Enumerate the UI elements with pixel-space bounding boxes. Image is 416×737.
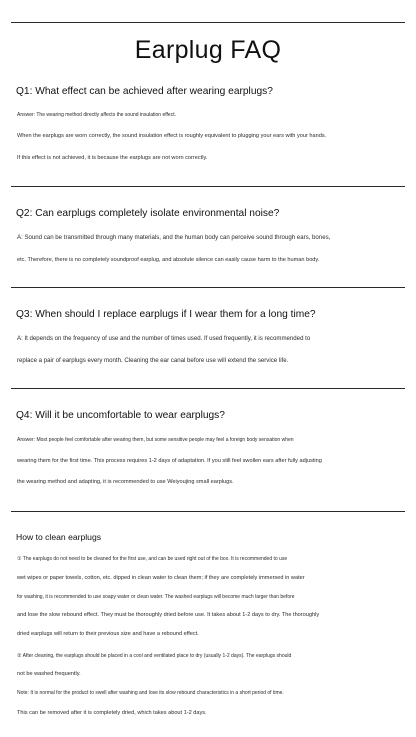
faq-answer-1-line-2: When the earplugs are worn correctly, the sound insulation effect is roughly equivalent to plugging your ears with your hands. bbox=[17, 133, 327, 139]
cleaning-line-6: ② After cleaning, the earplugs should be placed in a cool and ventilated place to dry (usually 1-2 days). The earplugs should bbox=[17, 653, 292, 659]
divider bbox=[11, 511, 405, 512]
divider bbox=[11, 186, 405, 187]
cleaning-line-7: not be washed frequently. bbox=[17, 671, 81, 677]
top-divider bbox=[11, 22, 405, 23]
cleaning-line-1: ① The earplugs do not need to be cleaned for the first use, and can be used right out of the box. It is recommended to use bbox=[17, 556, 288, 562]
faq-answer-4-line-2: wearing them for the first time. This process requires 1-2 days of adaptation. If you still feel swollen ears after fully adjusting bbox=[17, 458, 322, 464]
faq-answer-2-line-1: A: Sound can be transmitted through many materials, and the human body can perceive sound through ears, bones, bbox=[17, 234, 331, 241]
cleaning-note-line-2: This can be removed after it is completely dried, which takes about 1-2 days. bbox=[17, 710, 207, 716]
faq-answer-3-line-1: A: It depends on the frequency of use and the number of times used. If used frequently, it is recommended to bbox=[17, 335, 311, 342]
faq-answer-2-line-2: etc. Therefore, there is no completely soundproof earplug, and absolute silence can easily cause harm to the human body. bbox=[17, 257, 320, 263]
faq-answer-1-line-3: If this effect is not achieved, it is because the earplugs are not worn correctly. bbox=[17, 155, 208, 161]
faq-question-2: Q2: Can earplugs completely isolate environmental noise? bbox=[16, 208, 280, 219]
faq-question-3: Q3: When should I replace earplugs if I wear them for a long time? bbox=[16, 309, 316, 320]
faq-question-4: Q4: Will it be uncomfortable to wear earplugs? bbox=[16, 410, 225, 421]
cleaning-line-3: for washing, it is recommended to use soapy water or clean water. The washed earplugs will become much larger than before bbox=[17, 594, 295, 600]
faq-answer-3-line-2: replace a pair of earplugs every month. Cleaning the ear canal before use will extend the service life. bbox=[17, 357, 289, 364]
faq-answer-1-line-1: Answer: The wearing method directly affects the sound insulation effect. bbox=[17, 112, 176, 118]
cleaning-line-2: wet wipes or paper towels, cotton, etc. dipped in clean water to clean them; if they are completely immersed in water bbox=[17, 575, 305, 581]
faq-answer-4-line-3: the wearing method and adapting, it is recommended to use Weiyoujing small earplugs. bbox=[17, 479, 234, 485]
divider bbox=[11, 388, 405, 389]
cleaning-note-line-1: Note: It is normal for the product to swell after washing and lose its slow rebound characteristics in a short period of time. bbox=[17, 690, 284, 696]
faq-answer-4-line-1: Answer: Most people feel comfortable after wearing them, but some sensitive people may feel a foreign body sensation when bbox=[17, 437, 294, 443]
cleaning-line-5: dried earplugs will return to their previous size and have a rebound effect. bbox=[17, 631, 199, 637]
cleaning-line-4: and lose the slow rebound effect. They must be thoroughly dried before use. It takes about 1-2 days to dry. The thoroughly bbox=[17, 612, 320, 618]
cleaning-heading: How to clean earplugs bbox=[16, 532, 102, 542]
page-title: Earplug FAQ bbox=[134, 36, 282, 64]
faq-question-1: Q1: What effect can be achieved after wearing earplugs? bbox=[16, 86, 273, 97]
divider bbox=[11, 287, 405, 288]
